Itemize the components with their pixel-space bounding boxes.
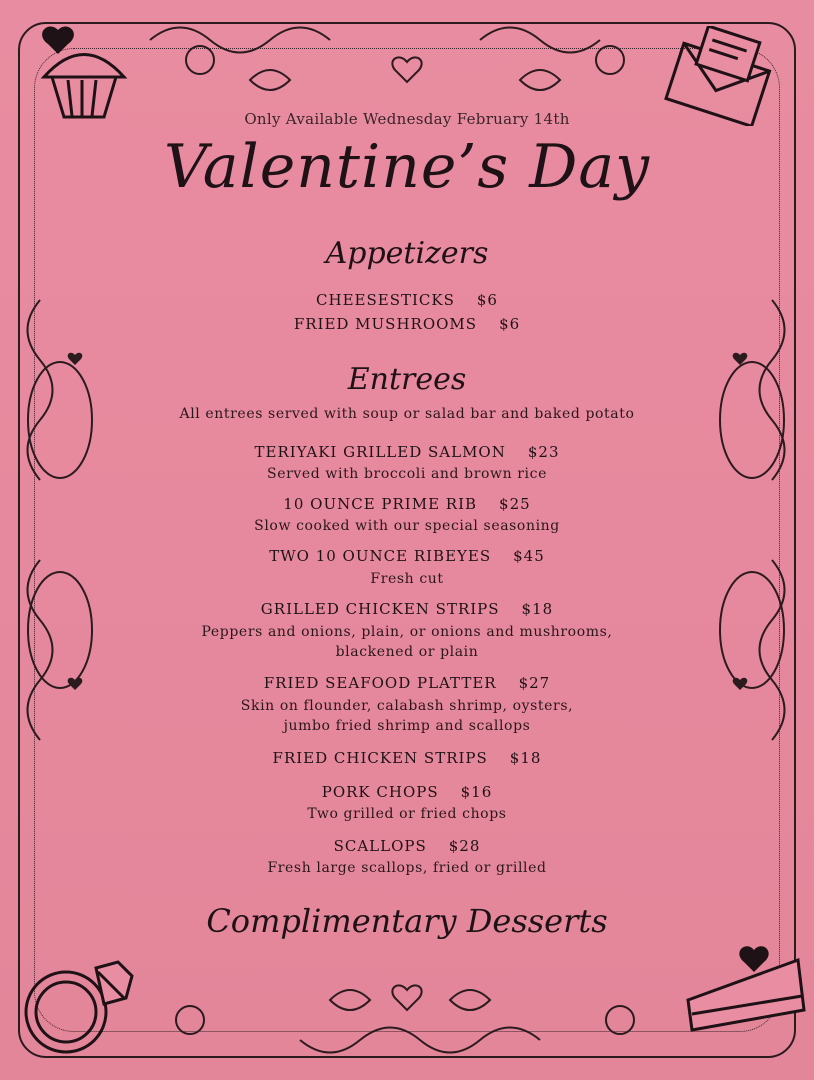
menu-item <box>0 674 814 692</box>
desserts-heading: Complimentary Desserts <box>206 902 608 940</box>
heart-icon <box>392 57 421 82</box>
item-price: $18 <box>521 600 554 618</box>
item-name: TWO 10 OUNCE RIBEYES <box>269 547 492 565</box>
item-name: CHEESESTICKS <box>316 291 455 309</box>
item-name: SCALLOPS <box>333 837 427 855</box>
item-name: GRILLED CHICKEN STRIPS <box>260 600 500 618</box>
menu-item <box>0 783 814 801</box>
item-price: $45 <box>513 547 545 565</box>
item-description: blackened or plain <box>335 644 479 660</box>
item-price: $6 <box>499 315 521 333</box>
item-description: Fresh large scallops, fried or grilled <box>267 860 547 876</box>
item-description: Slow cooked with our special seasoning <box>254 518 560 534</box>
item-name: FRIED CHICKEN STRIPS <box>272 749 488 767</box>
item-description: Served with broccoli and brown rice <box>267 466 547 482</box>
item-price: $25 <box>499 495 531 513</box>
item-name: TERIYAKI GRILLED SALMON <box>254 443 506 461</box>
item-description: Fresh cut <box>370 571 444 587</box>
item-price: $6 <box>476 291 498 309</box>
item-name: FRIED SEAFOOD PLATTER <box>263 674 497 692</box>
appetizers-heading: Appetizers <box>325 236 489 271</box>
menu-item <box>0 749 814 767</box>
item-price: $28 <box>448 837 481 855</box>
entrees-heading: Entrees <box>347 362 467 397</box>
entrees-note: All entrees served with soup or salad bar and baked potato <box>179 406 635 422</box>
menu-item <box>0 315 814 333</box>
menu-item <box>0 495 814 513</box>
item-description: Skin on flounder, calabash shrimp, oysters, <box>240 698 574 714</box>
item-price: $18 <box>509 749 542 767</box>
item-description: Peppers and onions, plain, or onions and mushrooms, <box>201 624 613 640</box>
item-price: $23 <box>527 443 560 461</box>
menu-item <box>0 291 814 309</box>
availability-note: Only Available Wednesday February 14th <box>244 110 570 128</box>
cupcake-icon <box>34 22 134 122</box>
item-description: Two grilled or fried chops <box>307 806 507 822</box>
menu-item <box>0 600 814 618</box>
page-title: Valentine’s Day <box>163 132 651 202</box>
item-name: 10 OUNCE PRIME RIB <box>283 495 478 513</box>
menu-item <box>0 837 814 855</box>
menu-item <box>0 443 814 461</box>
item-price: $27 <box>518 674 551 692</box>
diamond-ring-icon <box>18 950 138 1060</box>
item-name: FRIED MUSHROOMS <box>293 315 478 333</box>
item-description: jumbo fried shrimp and scallops <box>283 718 531 734</box>
item-name: PORK CHOPS <box>321 783 439 801</box>
item-price: $16 <box>460 783 493 801</box>
pie-slice-icon <box>682 930 812 1040</box>
menu-item <box>0 547 814 565</box>
